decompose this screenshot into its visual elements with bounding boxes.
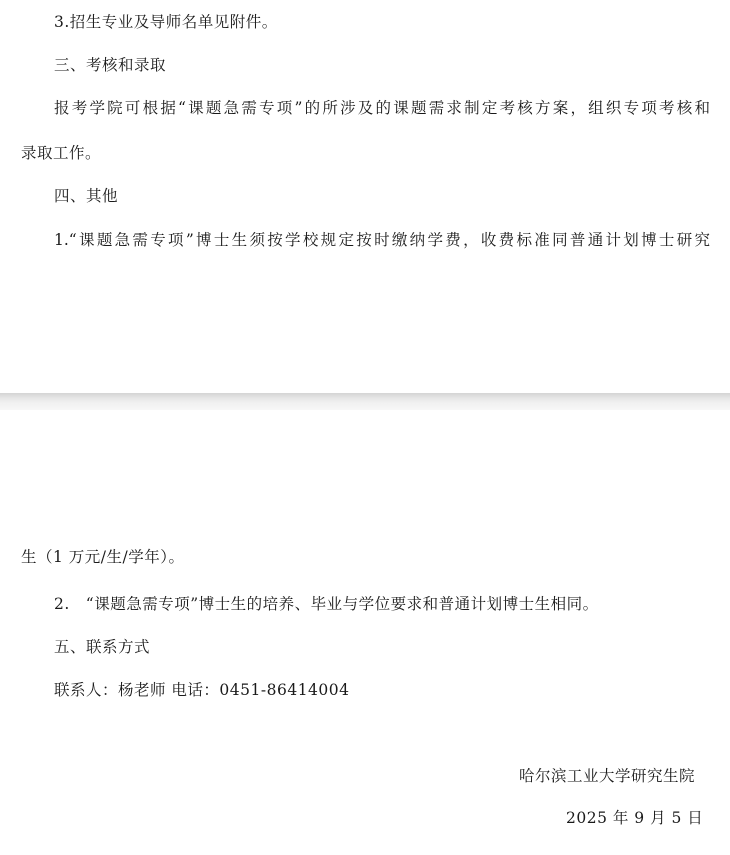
section-4-item-1-line-1: 1.“课题急需专项”博士生须按学校规定按时缴纳学费，收费标准同普通计划博士研究 <box>54 231 710 249</box>
contact-line: 联系人：杨老师 电话：0451-86414004 <box>54 681 350 699</box>
document-page-1 <box>0 0 730 393</box>
signature-date: 2025 年 9 月 5 日 <box>566 809 704 827</box>
section-3-paragraph-line-1: 报考学院可根据“课题急需专项”的所涉及的课题需求制定考核方案，组织专项考核和 <box>54 99 710 117</box>
section-3-paragraph-line-2: 录取工作。 <box>21 144 102 162</box>
signature-organization: 哈尔滨工业大学研究生院 <box>519 767 696 785</box>
page-break-divider <box>0 393 730 410</box>
section-3-heading: 三、考核和录取 <box>54 56 167 74</box>
section-4-item-2: 2. “课题急需专项”博士生的培养、毕业与学位要求和普通计划博士生相同。 <box>54 595 599 613</box>
item-3-text: 3.招生专业及导师名单见附件。 <box>54 13 278 31</box>
section-4-item-1-line-2: 生（1 万元/生/学年）。 <box>21 548 185 566</box>
section-5-heading: 五、联系方式 <box>54 638 151 656</box>
section-4-heading: 四、其他 <box>54 187 119 205</box>
document-page-2 <box>0 410 730 855</box>
